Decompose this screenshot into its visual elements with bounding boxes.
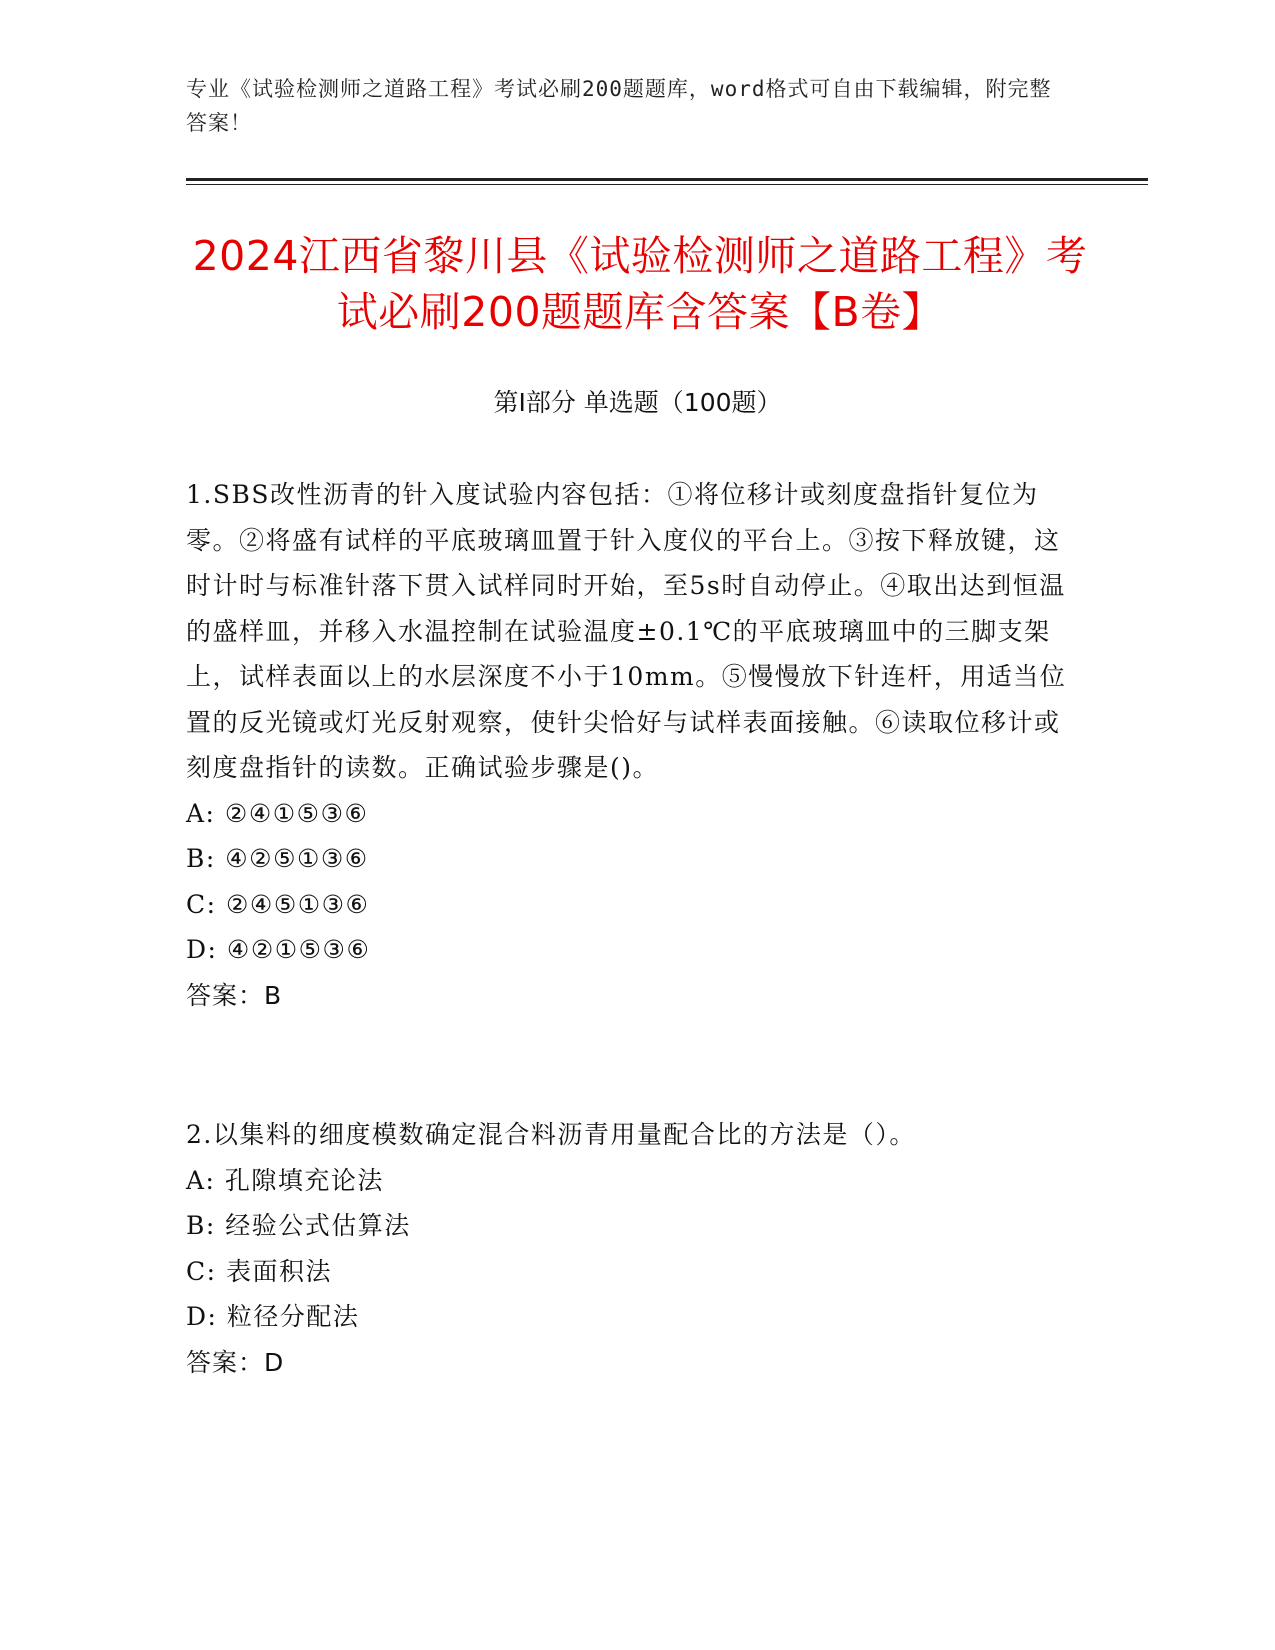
option-b: B: ④②⑤①③⑥: [186, 844, 369, 873]
header-note: 专业《试验检测师之道路工程》考试必刷200题题库，word格式可自由下载编辑，附完整答案！: [186, 77, 1052, 135]
question-stem: 1.SBS改性沥青的针入度试验内容包括：①将位移计或刻度盘指针复位为零。②将盛有试样的平底玻璃皿置于针入度仪的平台上。③按下释放键，这时计时与标准针落下贯入试样同时开始，至5s时自动停止。④取出达到恒温的盛样皿，并移入水温控制在试验温度±0.1℃的平底玻璃皿中的三脚支架上，试样表面以上的水层深度不小于10mm。⑤慢慢放下针连杆，用适当位置的反光镜或灯光反射观察，使针尖恰好与试样表面接触。⑥读取位移计或刻度盘指针的读数。正确试验步骤是()。: [186, 480, 1067, 782]
option-b: B: 经验公式估算法: [186, 1211, 411, 1240]
document-title: 2024江西省黎川县《试验检测师之道路工程》考试必刷200题题库含答案【B卷】: [192, 232, 1088, 336]
option-a: A: 孔隙填充论法: [186, 1165, 384, 1195]
option-d: D: ④②①⑤③⑥: [186, 935, 371, 964]
question-stem: 2.以集料的细度模数确定混合料沥青用量配合比的方法是（）。: [186, 1120, 916, 1149]
option-c: C: ②④⑤①③⑥: [186, 889, 370, 919]
option-a: A: ②④①⑤③⑥: [186, 798, 369, 828]
header-rule-thin: [186, 184, 1148, 185]
question-2: [186, 1112, 1076, 1385]
option-d: D: 粒径分配法: [186, 1302, 360, 1331]
question-1: [186, 472, 1076, 1018]
section-heading: 第I部分 单选题（100题）: [493, 388, 782, 417]
option-c: C: 表面积法: [186, 1256, 332, 1286]
answer-line: 答案：B: [186, 980, 283, 1010]
header-rule-thick: [186, 178, 1148, 181]
answer-line: 答案：D: [186, 1347, 285, 1377]
